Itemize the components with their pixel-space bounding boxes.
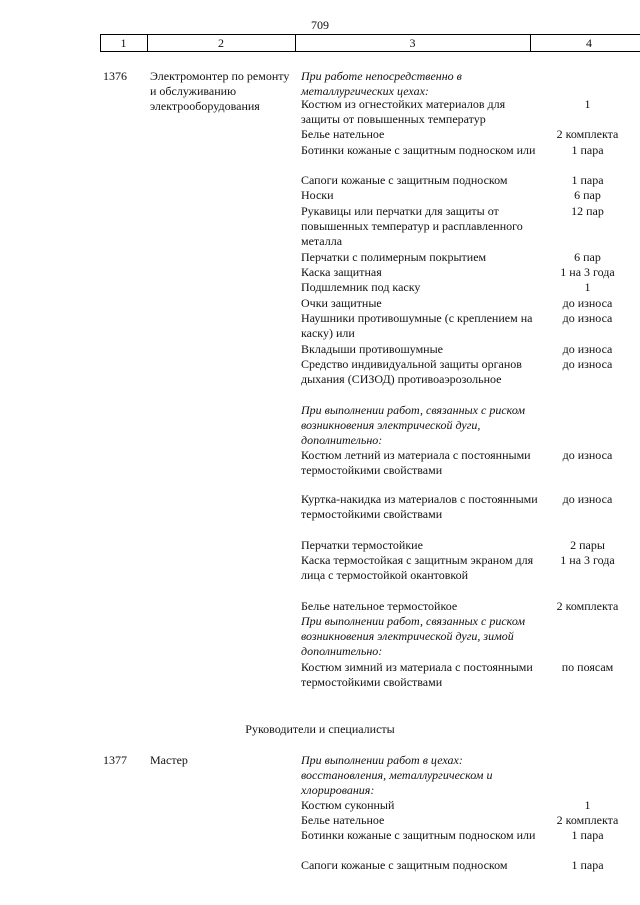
quantity: 6 пар xyxy=(574,250,601,264)
quantity: 1 xyxy=(584,280,591,294)
quantity: 2 комплекта xyxy=(556,599,619,613)
quantity: 2 комплекта xyxy=(556,813,619,827)
list-item: Куртка-накидка из материалов с постоянными термостойкими свойствами xyxy=(301,492,538,522)
page-number: 709 xyxy=(311,18,329,32)
list-item: Перчатки с полимерным покрытием xyxy=(301,250,487,264)
quantity: до износа xyxy=(562,492,613,506)
list-item: Средство индивидуальной защиты органов дыхания (СИЗОД) противоаэрозольное xyxy=(301,357,522,387)
list-item: Сапоги кожаные с защитным подноском xyxy=(301,173,508,187)
column-header-row xyxy=(100,34,640,52)
list-item: Белье нательное xyxy=(301,813,385,827)
quantity: 12 пар xyxy=(571,204,604,218)
entry-name: Мастер xyxy=(150,753,188,767)
list-item: Костюм из огнестойких материалов для защиты от повышенных температур xyxy=(301,97,506,127)
list-item: При выполнении работ в цехах: восстановления, металлургическом и хлорирования: xyxy=(301,753,493,798)
quantity: до износа xyxy=(562,448,613,462)
quantity: 1 xyxy=(584,798,591,812)
list-item: Сапоги кожаные с защитным подноском xyxy=(301,858,508,872)
quantity: до износа xyxy=(562,311,613,325)
quantity: 1 xyxy=(584,97,591,111)
list-item: Каска термостойкая с защитным экраном для лица с термостойкой окантовкой xyxy=(301,553,534,583)
list-item: Каска защитная xyxy=(301,265,382,279)
entry-number: 1376 xyxy=(103,69,127,83)
col-header-2: 2 xyxy=(218,36,224,50)
quantity: 1 на 3 года xyxy=(560,553,615,567)
list-item: При работе непосредственно в металлургических цехах: xyxy=(301,69,462,99)
list-item: Рукавицы или перчатки для защиты от повышенных температур и расплавленного металла xyxy=(301,204,523,249)
quantity: по поясам xyxy=(561,660,614,674)
list-item: Наушники противошумные (с креплением на каску) или xyxy=(301,311,533,341)
section-title: Руководители и специалисты xyxy=(245,722,395,736)
quantity: до износа xyxy=(562,357,613,371)
list-item: Ботинки кожаные с защитным подноском или xyxy=(301,143,536,157)
list-item: Ботинки кожаные с защитным подноском или xyxy=(301,828,536,842)
list-item: Костюм летний из материала с постоянными термостойкими свойствами xyxy=(301,448,531,478)
entry-number: 1377 xyxy=(103,753,127,767)
quantity: 1 на 3 года xyxy=(560,265,615,279)
quantity: 2 пары xyxy=(570,538,605,552)
quantity: 1 пара xyxy=(571,173,604,187)
list-item: Костюм суконный xyxy=(301,798,395,812)
list-item: Подшлемник под каску xyxy=(301,280,421,294)
quantity: 1 пара xyxy=(571,828,604,842)
quantity: 2 комплекта xyxy=(556,127,619,141)
list-item: При выполнении работ, связанных с риском возникновения электрической дуги, зимой дополнительно: xyxy=(301,614,526,659)
list-item: Белье нательное xyxy=(301,127,385,141)
quantity: 1 пара xyxy=(571,858,604,872)
entry-name: Электромонтер по ремонту и обслуживанию электрооборудования xyxy=(150,69,290,114)
quantity: 1 пара xyxy=(571,143,604,157)
list-item: Костюм зимний из материала с постоянными термостойкими свойствами xyxy=(301,660,533,690)
col-header-3: 3 xyxy=(409,36,416,50)
list-item: Очки защитные xyxy=(301,296,382,310)
list-item: При выполнении работ, связанных с риском возникновения электрической дуги, дополнительно: xyxy=(301,403,526,448)
quantity: 6 пар xyxy=(574,188,601,202)
list-item: Носки xyxy=(301,188,334,202)
quantity: до износа xyxy=(562,296,613,310)
list-item: Перчатки термостойкие xyxy=(301,538,423,552)
col-header-1: 1 xyxy=(120,36,127,50)
col-header-4: 4 xyxy=(586,36,592,50)
quantity: до износа xyxy=(562,342,613,356)
list-item: Вкладыши противошумные xyxy=(301,342,443,356)
list-item: Белье нательное термостойкое xyxy=(301,599,458,613)
